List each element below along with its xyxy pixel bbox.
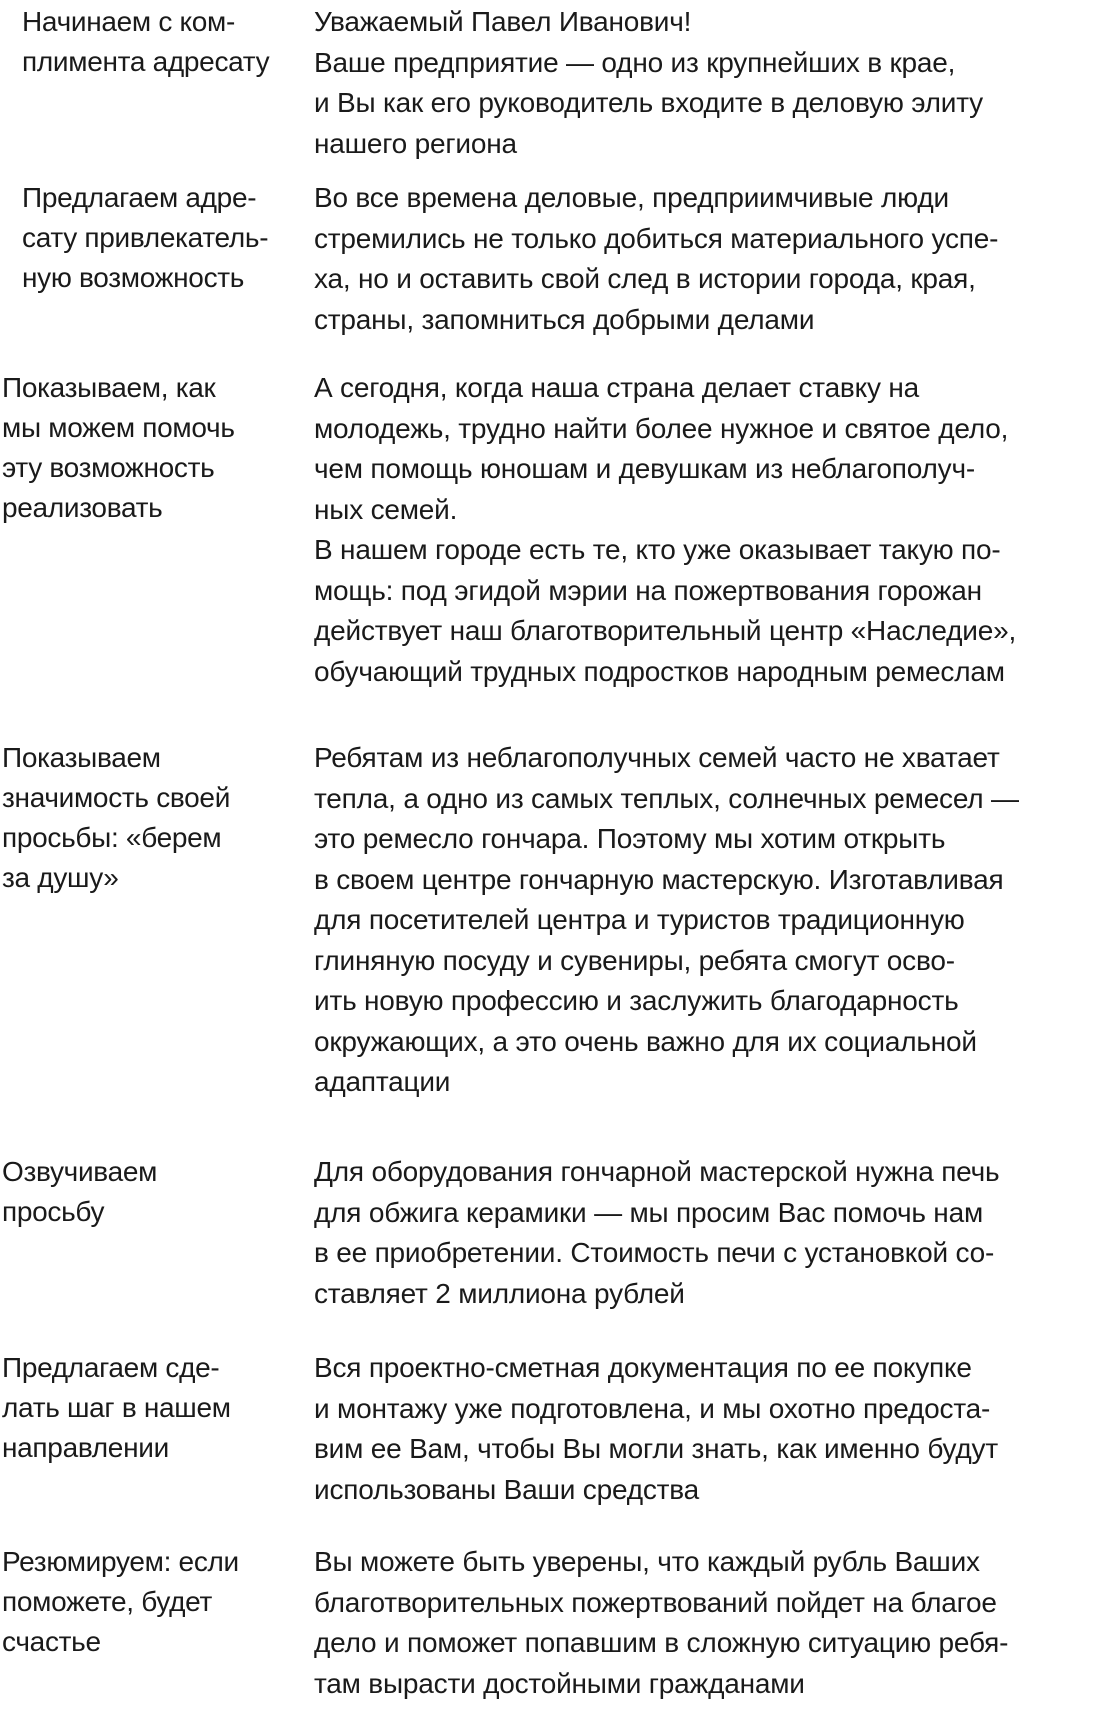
row-text: Уважаемый Павел Иванович! Ваше предприятие — одно из крупнейших в крае, и Вы как его руководитель входите в деловую элиту нашего региона <box>314 6 983 159</box>
row-text: Вся проектно-сметная документация по ее покупке и монтажу уже подготовлена, и мы охотно предоста- вим ее Вам, чтобы Вы могли знать, как именно будут использованы Ваши средства <box>314 1352 998 1505</box>
row-label: Озвучиваем просьбу <box>2 1156 158 1227</box>
row-text: Ребятам из неблагополучных семей часто не хватает тепла, а одно из самых теплых, солнечных ремесел — это ремесло гончара. Поэтому мы хотим открыть в своем центре гончарную мастерскую. Изготавливая для посетителей центра и туристов традиционную глиняную посуду и сувениры, ребята смогут осво- ить новую профессию и заслужить благодарность окружающих, а это очень важно для их социальной адаптации <box>314 742 1019 1097</box>
row-label: Начинаем с ком- плимента адресату <box>22 6 270 77</box>
row-label: Показываем, как мы можем помочь эту возможность реализовать <box>2 372 235 523</box>
row-label: Резюмируем: если поможете, будет счастье <box>2 1546 239 1657</box>
row-text: Во все времена деловые, предприимчивые люди стремились не только добиться материального успе- ха, но и оставить свой след в истории города, края, страны, запомниться добрыми делами <box>314 182 999 335</box>
row-label: Предлагаем сде- лать шаг в нашем направлении <box>2 1352 231 1463</box>
row-text: А сегодня, когда наша страна делает ставку на молодежь, трудно найти более нужное и святое дело, чем помощь юношам и девушкам из неблагополуч- ных семей. В нашем городе есть те, кто уже оказывает такую по- мощь: под эгидой мэрии на пожертвования горожан действует наш благотворительный центр «Наследие», обучающий трудных подростков народным ремеслам <box>314 372 1017 687</box>
row-text: Вы можете быть уверены, что каждый рубль Ваших благотворительных пожертвований пойдет на благое дело и поможет попавшим в сложную ситуацию ребя- там вырасти достойными гражданами <box>314 1546 1009 1699</box>
row-text: Для оборудования гончарной мастерской нужна печь для обжига керамики — мы просим Вас помочь нам в ее приобретении. Стоимость печи с установкой со- ставляет 2 миллиона рублей <box>314 1156 1000 1309</box>
row-label: Предлагаем адре- сату привлекатель- ную возможность <box>22 182 269 293</box>
row-label: Показываем значимость своей просьбы: «берем за душу» <box>2 742 231 893</box>
